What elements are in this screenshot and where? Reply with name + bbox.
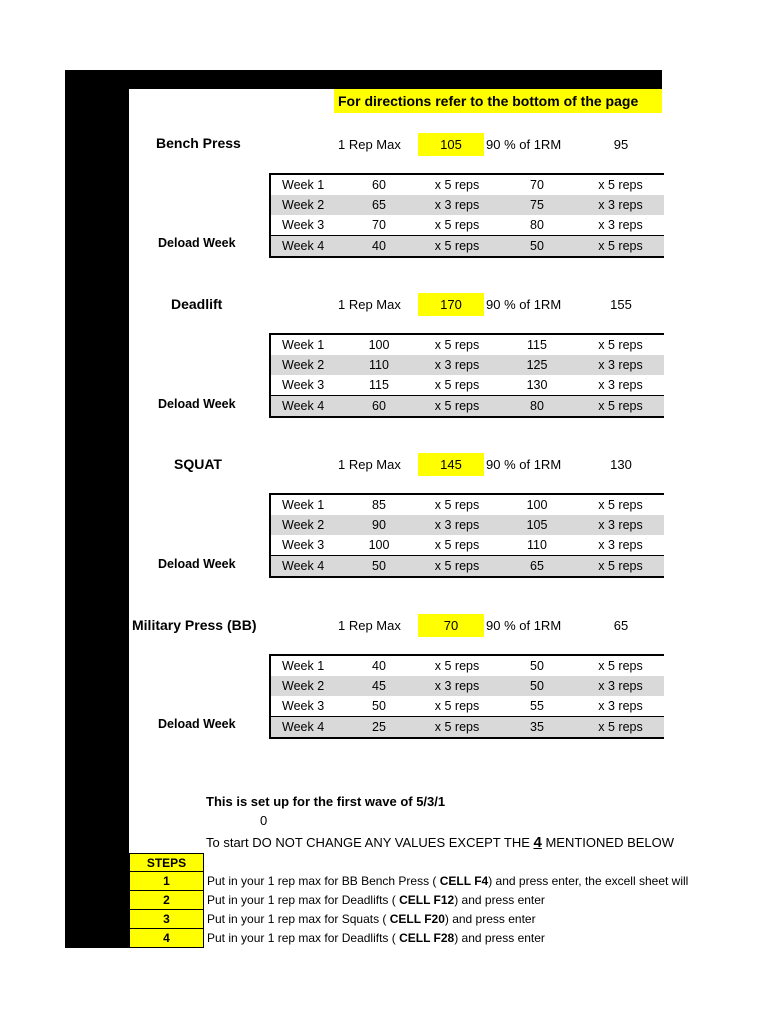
weight-cell: 80 xyxy=(530,218,544,232)
weight-cell: 130 xyxy=(526,378,548,392)
reps-cell: x 3 reps xyxy=(598,679,643,693)
step-row xyxy=(129,929,662,948)
reps-cell: x 5 reps xyxy=(598,720,643,734)
wave-note: This is set up for the first wave of 5/3/1 xyxy=(206,794,446,809)
reps-cell: x 5 reps xyxy=(598,239,643,253)
step-cell-ref: CELL F4 xyxy=(439,874,489,888)
weight-cell: 115 xyxy=(527,338,547,352)
weight-cell: 65 xyxy=(530,559,544,573)
step-cell-ref: CELL F20 xyxy=(389,912,445,926)
table-row xyxy=(271,495,664,515)
week-table xyxy=(269,173,664,258)
one-rep-max-label: 1 Rep Max xyxy=(338,297,401,312)
one-rep-max-input[interactable]: 105 xyxy=(418,133,484,156)
black-frame-top xyxy=(65,70,662,89)
table-row xyxy=(271,335,664,355)
step-cell-ref: CELL F12 xyxy=(399,893,455,907)
weight-cell: 55 xyxy=(530,699,544,713)
weight-cell: 70 xyxy=(372,218,386,232)
directions-banner xyxy=(334,89,662,113)
one-rep-max-input[interactable]: 70 xyxy=(418,614,484,637)
step-row xyxy=(129,872,689,891)
week-cell: Week 2 xyxy=(282,198,325,212)
reps-cell: x 5 reps xyxy=(434,378,480,392)
step-text-pre: Put in your 1 rep max for Deadlifts ( xyxy=(207,893,400,907)
reps-cell: x 3 reps xyxy=(434,518,480,532)
reps-cell: x 5 reps xyxy=(434,559,480,573)
reps-cell: x 3 reps xyxy=(434,679,480,693)
step-text xyxy=(204,929,662,948)
reps-cell: x 5 reps xyxy=(598,659,643,673)
weight-cell: 80 xyxy=(530,399,544,413)
step-text-pre: Put in your 1 rep max for BB Bench Press ( xyxy=(207,874,440,888)
reps-cell: x 5 reps xyxy=(434,699,480,713)
weight-cell: 40 xyxy=(372,659,386,673)
start-instruction-number: 4 xyxy=(533,834,542,851)
week-cell: Week 4 xyxy=(282,720,325,734)
table-row xyxy=(271,215,664,236)
step-text-post: ) and press enter xyxy=(454,931,545,945)
weight-cell: 50 xyxy=(372,699,386,713)
weight-cell: 110 xyxy=(369,358,389,372)
table-row xyxy=(271,656,664,676)
week-cell: Week 4 xyxy=(282,559,325,573)
black-frame-left xyxy=(65,70,129,948)
step-text-pre: Put in your 1 rep max for Squats ( xyxy=(207,912,390,926)
weight-cell: 50 xyxy=(372,559,386,573)
weight-cell: 100 xyxy=(368,538,390,552)
week-cell: Week 1 xyxy=(282,659,325,673)
table-row xyxy=(271,717,664,737)
weight-cell: 50 xyxy=(530,239,544,253)
weight-cell: 85 xyxy=(372,498,386,512)
exercise-title: SQUAT xyxy=(174,456,222,472)
exercise-title: Deadlift xyxy=(171,296,223,312)
weight-cell: 100 xyxy=(368,338,390,352)
one-rep-max-input[interactable]: 170 xyxy=(418,293,484,316)
weight-cell: 25 xyxy=(372,720,386,734)
step-text xyxy=(204,872,689,891)
deload-week-label: Deload Week xyxy=(158,397,236,411)
week-cell: Week 1 xyxy=(282,338,325,352)
reps-cell: x 5 reps xyxy=(434,538,480,552)
weight-cell: 40 xyxy=(372,239,386,253)
one-rep-max-label: 1 Rep Max xyxy=(338,618,401,633)
start-instruction-post: MENTIONED BELOW xyxy=(541,835,675,850)
weight-cell: 50 xyxy=(530,659,544,673)
reps-cell: x 5 reps xyxy=(434,239,480,253)
table-row xyxy=(271,195,664,215)
one-rep-max-label: 1 Rep Max xyxy=(338,457,401,472)
table-row xyxy=(271,236,664,256)
reps-cell: x 5 reps xyxy=(598,338,643,352)
table-row xyxy=(271,535,664,556)
weight-cell: 65 xyxy=(372,198,386,212)
reps-cell: x 3 reps xyxy=(434,198,480,212)
exercise-title: Bench Press xyxy=(156,135,241,151)
step-number: 3 xyxy=(129,910,204,929)
step-text-post: ) and press enter xyxy=(454,893,545,907)
reps-cell: x 3 reps xyxy=(598,518,643,532)
reps-cell: x 5 reps xyxy=(598,399,643,413)
reps-cell: x 5 reps xyxy=(434,178,480,192)
table-row xyxy=(271,375,664,396)
reps-cell: x 3 reps xyxy=(598,378,643,392)
reps-cell: x 5 reps xyxy=(434,720,480,734)
step-number: 1 xyxy=(129,872,204,891)
week-cell: Week 3 xyxy=(282,699,325,713)
weight-cell: 75 xyxy=(530,198,544,212)
week-cell: Week 4 xyxy=(282,239,325,253)
step-text xyxy=(204,910,662,929)
reps-cell: x 5 reps xyxy=(598,498,643,512)
weight-cell: 35 xyxy=(530,720,544,734)
table-row xyxy=(271,676,664,696)
table-row xyxy=(271,355,664,375)
pct-of-1rm-value: 155 xyxy=(610,297,632,312)
week-table xyxy=(269,493,664,578)
reps-cell: x 3 reps xyxy=(598,358,643,372)
step-text-post: ) and press enter xyxy=(444,912,536,926)
week-cell: Week 1 xyxy=(282,498,325,512)
week-cell: Week 2 xyxy=(282,679,325,693)
directions-banner-text: For directions refer to the bottom of the page xyxy=(338,93,639,109)
step-number: 2 xyxy=(129,891,204,910)
weight-cell: 70 xyxy=(530,178,544,192)
zero-value: 0 xyxy=(260,813,268,828)
table-row xyxy=(271,556,664,576)
exercise-title: Military Press (BB) xyxy=(132,617,257,633)
reps-cell: x 5 reps xyxy=(598,559,643,573)
weight-cell: 125 xyxy=(526,358,548,372)
table-row xyxy=(271,515,664,535)
steps-header-row xyxy=(129,853,662,872)
reps-cell: x 5 reps xyxy=(434,338,480,352)
weight-cell: 60 xyxy=(372,399,386,413)
weight-cell: 90 xyxy=(372,518,386,532)
reps-cell: x 5 reps xyxy=(598,178,643,192)
pct-of-1rm-label: 90 % of 1RM xyxy=(486,618,562,633)
weight-cell: 115 xyxy=(369,378,389,392)
step-cell-ref: CELL F28 xyxy=(399,931,455,945)
deload-week-label: Deload Week xyxy=(158,717,236,731)
weight-cell: 110 xyxy=(527,538,547,552)
step-text-post: ) and press enter, the excell sheet will xyxy=(488,874,689,888)
pct-of-1rm-value: 95 xyxy=(613,137,629,152)
steps-list xyxy=(129,853,689,948)
deload-week-label: Deload Week xyxy=(158,236,236,250)
week-cell: Week 3 xyxy=(282,538,325,552)
step-row xyxy=(129,910,662,929)
reps-cell: x 3 reps xyxy=(598,699,643,713)
reps-cell: x 3 reps xyxy=(598,198,643,212)
step-text xyxy=(204,891,662,910)
table-row xyxy=(271,696,664,717)
pct-of-1rm-label: 90 % of 1RM xyxy=(486,137,562,152)
pct-of-1rm-value: 130 xyxy=(610,457,632,472)
reps-cell: x 3 reps xyxy=(598,538,643,552)
pct-of-1rm-label: 90 % of 1RM xyxy=(486,457,562,472)
week-cell: Week 2 xyxy=(282,358,325,372)
start-instruction-pre: To start DO NOT CHANGE ANY VALUES EXCEPT THE xyxy=(206,835,534,850)
week-table xyxy=(269,654,664,739)
pct-of-1rm-label: 90 % of 1RM xyxy=(486,297,562,312)
step-text-pre: Put in your 1 rep max for Deadlifts ( xyxy=(207,931,400,945)
step-number: 4 xyxy=(129,929,204,948)
pct-of-1rm-value: 65 xyxy=(613,618,629,633)
week-table xyxy=(269,333,664,418)
steps-header: STEPS xyxy=(129,853,204,872)
week-cell: Week 3 xyxy=(282,378,325,392)
reps-cell: x 3 reps xyxy=(434,358,480,372)
one-rep-max-label: 1 Rep Max xyxy=(338,137,401,152)
step-row xyxy=(129,891,662,910)
reps-cell: x 5 reps xyxy=(434,399,480,413)
table-row xyxy=(271,396,664,416)
weight-cell: 100 xyxy=(526,498,548,512)
reps-cell: x 3 reps xyxy=(598,218,643,232)
week-cell: Week 1 xyxy=(282,178,325,192)
deload-week-label: Deload Week xyxy=(158,557,236,571)
weight-cell: 105 xyxy=(526,518,548,532)
week-cell: Week 3 xyxy=(282,218,325,232)
reps-cell: x 5 reps xyxy=(434,659,480,673)
reps-cell: x 5 reps xyxy=(434,498,480,512)
reps-cell: x 5 reps xyxy=(434,218,480,232)
weight-cell: 45 xyxy=(372,679,386,693)
weight-cell: 60 xyxy=(372,178,386,192)
week-cell: Week 4 xyxy=(282,399,325,413)
weight-cell: 50 xyxy=(530,679,544,693)
one-rep-max-input[interactable]: 145 xyxy=(418,453,484,476)
start-instruction xyxy=(206,834,674,851)
week-cell: Week 2 xyxy=(282,518,325,532)
table-row xyxy=(271,175,664,195)
